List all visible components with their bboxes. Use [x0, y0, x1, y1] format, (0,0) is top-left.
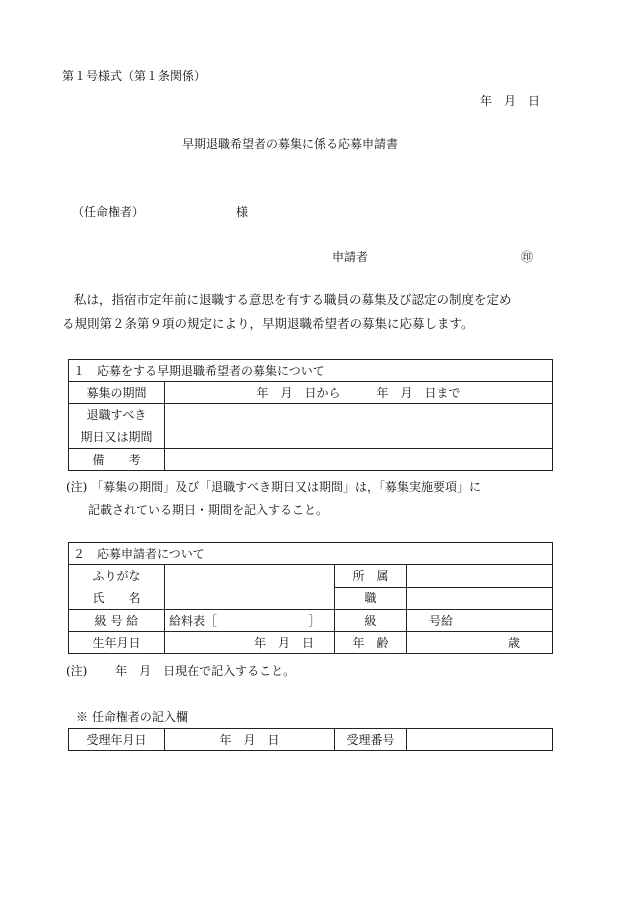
section1-table: [68, 359, 553, 471]
page-title: 早期退職希望者の募集に係る応募申請書: [182, 137, 399, 151]
name-value[interactable]: [165, 565, 335, 610]
period-label: 募集の期間: [69, 382, 165, 404]
birthdate-value[interactable]: 年 月 日: [165, 632, 335, 654]
step-unit: 号給: [429, 613, 454, 628]
grade-unit: 級: [335, 610, 407, 632]
addressee-honorific: 様: [236, 205, 249, 219]
remarks-value[interactable]: [165, 449, 553, 471]
retire-value[interactable]: [165, 404, 553, 449]
affiliation-label: 所 属: [335, 565, 407, 588]
section2-table: [68, 542, 553, 654]
salary-table-cell[interactable]: [165, 610, 335, 632]
name-label: 氏 名: [92, 591, 141, 605]
section3-table: [68, 728, 553, 751]
step-cell[interactable]: [407, 610, 553, 632]
section2-note: (注) 年 月 日現在で記入すること。: [66, 664, 296, 678]
section2-heading: ２ 応募申請者について: [69, 543, 553, 565]
furigana-label: ふりがな: [92, 569, 141, 583]
retire-label-line-2: 期日又は期間: [80, 430, 153, 444]
position-value[interactable]: [407, 587, 553, 610]
grade-label: 級 号 給: [69, 610, 165, 632]
position-label: 職: [335, 587, 407, 610]
retire-label-line-1: 退職すべき: [86, 408, 147, 422]
birthdate-label: 生年月日: [69, 632, 165, 654]
section1-note-2: 記載されている期日・期間を記入すること。: [88, 503, 329, 517]
salary-table-open: 給料表［: [169, 613, 218, 628]
section3-heading: ※ 任命権者の記入欄: [76, 710, 188, 724]
body-text-line-2: る規則第２条第９項の規定により，早期退職希望者の募集に応募します。: [62, 316, 474, 331]
body-text-line-1: 私は，指宿市定年前に退職する意思を有する職員の募集及び認定の制度を定め: [74, 292, 512, 307]
form-number: 第１号様式（第１条関係）: [62, 69, 207, 83]
received-date-label: 受理年月日: [69, 729, 165, 751]
age-unit[interactable]: 歳: [407, 632, 553, 654]
received-number-value[interactable]: [407, 729, 553, 751]
remarks-label: 備 考: [69, 449, 165, 471]
section1-heading: １ 応募をする早期退職希望者の募集について: [69, 360, 553, 382]
period-value[interactable]: 年 月 日から 年 月 日まで: [165, 382, 553, 404]
affiliation-value[interactable]: [407, 565, 553, 588]
received-number-label: 受理番号: [335, 729, 407, 751]
salary-table-close: ］: [308, 613, 321, 628]
seal-mark: ㊞: [521, 250, 534, 264]
received-date-value[interactable]: 年 月 日: [165, 729, 335, 751]
section1-note-1: (注) 「募集の期間」及び「退職すべき期日又は期間」は，「募集実施要項」に: [66, 480, 481, 494]
addressee-authority: （任命権者）: [72, 205, 145, 219]
applicant-label: 申請者: [332, 250, 369, 264]
retire-label: [69, 404, 165, 449]
name-label-cell: [69, 565, 165, 610]
date-line: 年 月 日: [480, 94, 541, 108]
age-label: 年 齢: [335, 632, 407, 654]
